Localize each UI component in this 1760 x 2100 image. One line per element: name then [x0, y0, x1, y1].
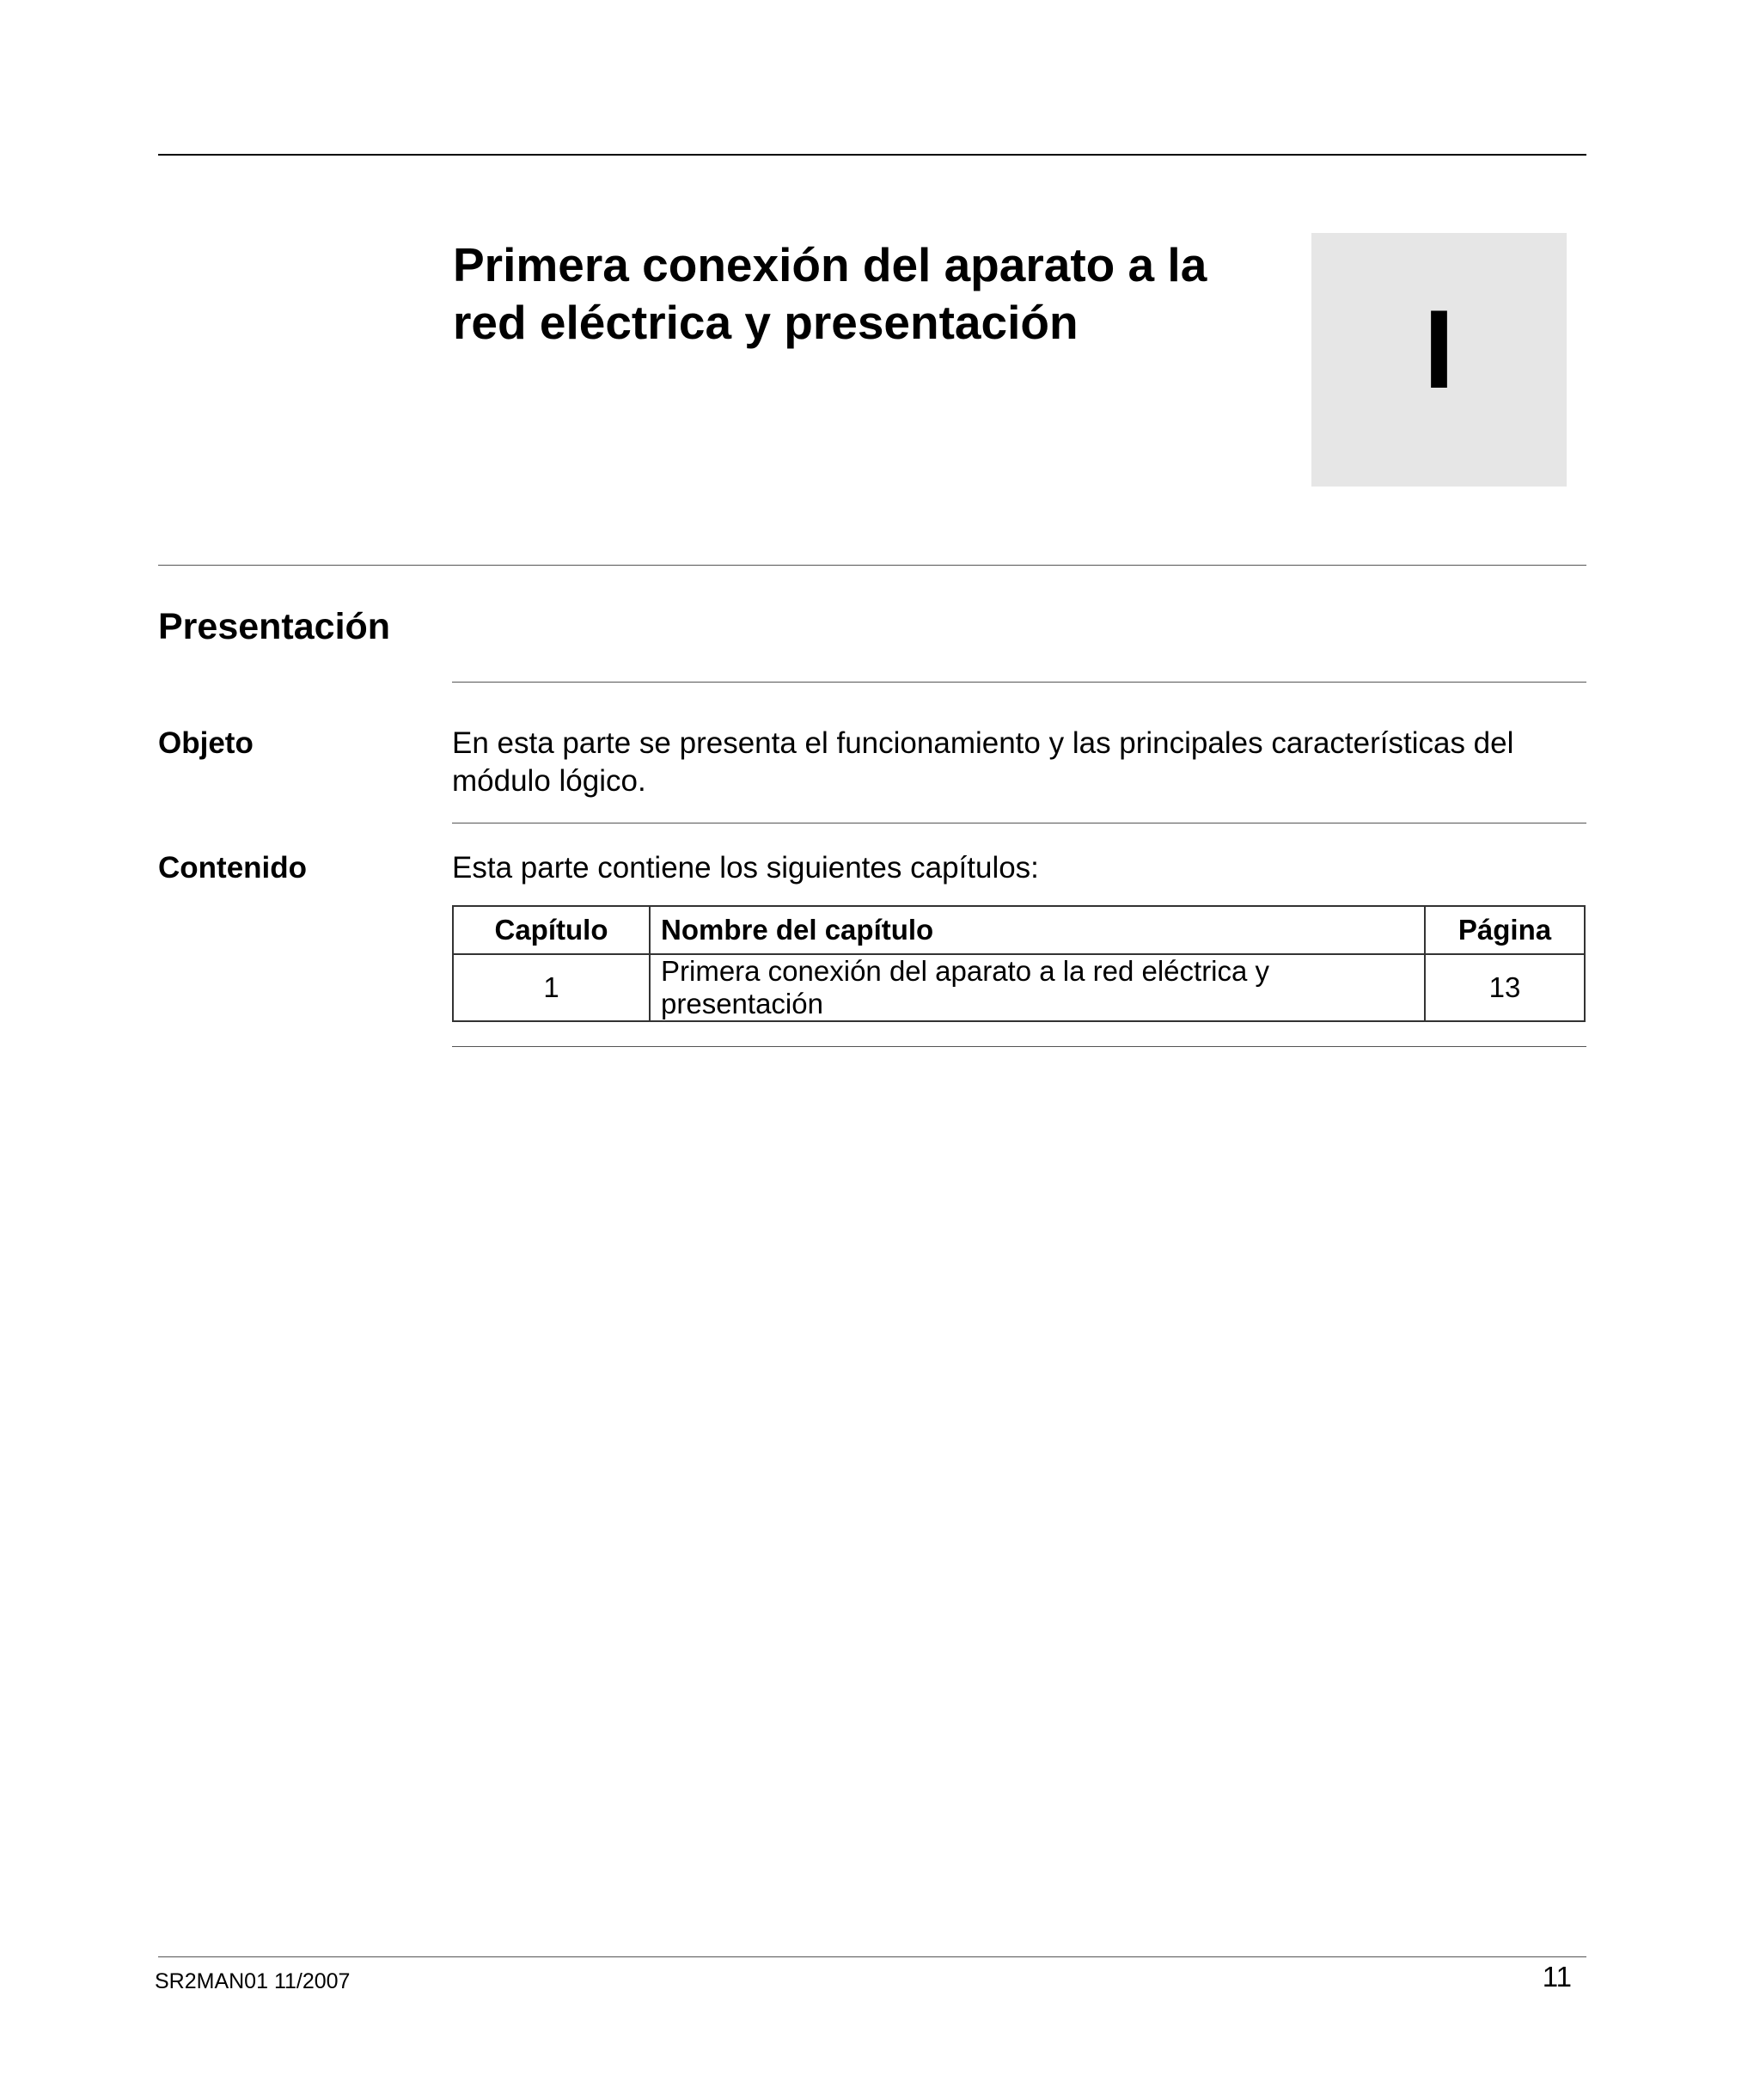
column-header-pagina: Página	[1425, 906, 1585, 954]
column-header-nombre: Nombre del capítulo	[650, 906, 1425, 954]
objeto-label: Objeto	[158, 726, 254, 760]
footer-page-number: 11	[1542, 1961, 1572, 1993]
table-header-row	[453, 906, 1585, 954]
contenido-label: Contenido	[158, 851, 308, 885]
chapter-table	[452, 905, 1586, 1022]
top-rule	[158, 154, 1586, 156]
section-rule	[158, 565, 1586, 566]
chapter-number-cell: 1	[453, 954, 650, 1021]
page-title-line-2: red eléctrica y presentación	[453, 296, 1079, 349]
footer-rule	[158, 1956, 1586, 1957]
page-title-line-1: Primera conexión del aparato a la	[453, 238, 1207, 291]
objeto-text-line-1: En esta parte se presenta el funcionamiento y las principales características del	[452, 726, 1514, 760]
section-heading: Presentación	[158, 606, 391, 647]
end-rule	[452, 1046, 1586, 1047]
chapter-page-cell: 13	[1425, 954, 1585, 1021]
table-row	[453, 954, 1585, 1021]
part-number-box	[1311, 233, 1567, 487]
objeto-text-line-2: módulo lógico.	[452, 764, 646, 798]
chapter-name-cell: Primera conexión del aparato a la red eléctrica y presentación	[650, 954, 1425, 1021]
objeto-rule	[452, 682, 1586, 683]
footer-doc-ref: SR2MAN01 11/2007	[155, 1969, 351, 1993]
page-title	[453, 236, 1261, 352]
part-numeral: I	[1423, 286, 1455, 412]
objeto-text	[452, 725, 1569, 800]
column-header-capitulo: Capítulo	[453, 906, 650, 954]
contenido-intro: Esta parte contiene los siguientes capítulos:	[452, 851, 1039, 885]
